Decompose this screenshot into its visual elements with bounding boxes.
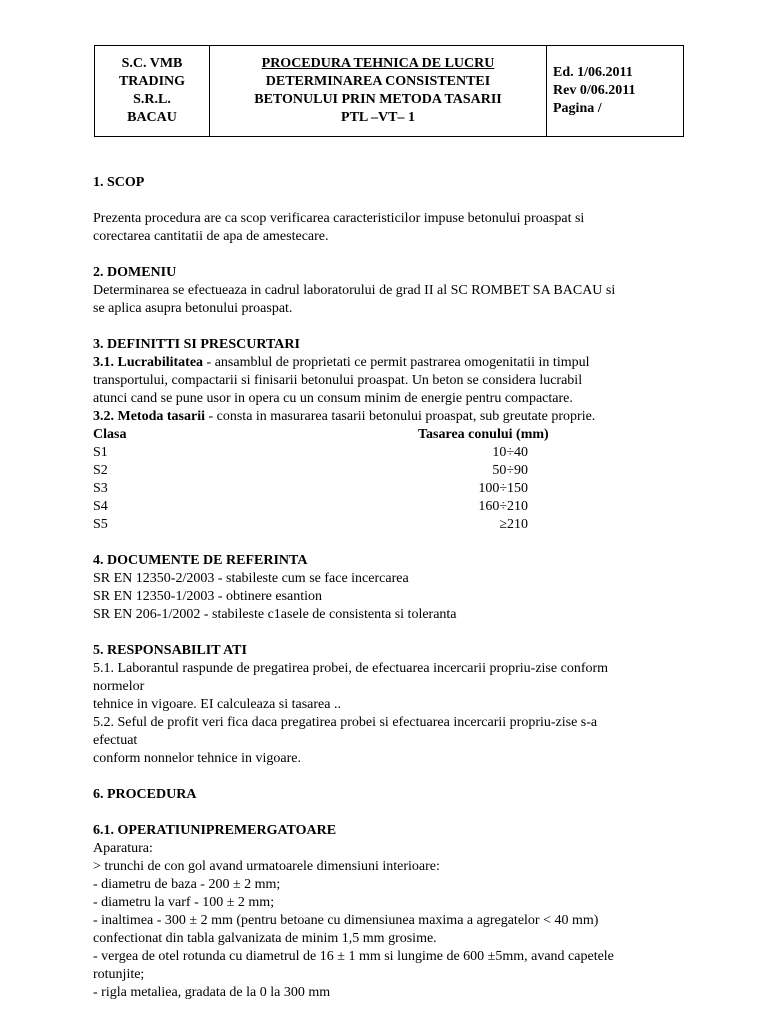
title-line: DETERMINAREA CONSISTENTEI	[265, 74, 491, 89]
class-cell: S2	[93, 463, 108, 478]
paragraph-line: tehnice in vigoare. EI calculeaza si tasarea ..	[93, 697, 341, 712]
table-header-row	[93, 426, 683, 444]
page-number: Pagina /	[553, 101, 602, 116]
edition: Ed. 1/06.2011	[553, 65, 633, 80]
definition-text: - ansamblul de proprietati ce permit pastrarea omogenitatii in timpul	[203, 355, 590, 370]
procedure-code: PTL –VT– 1	[341, 110, 415, 125]
paragraph-line: atunci cand se pune usor in opera cu un consum minim de energie pentru compactare.	[93, 391, 573, 406]
document-body	[93, 174, 683, 1002]
paragraph-line: > trunchi de con gol avand urmatoarele dimensiuni interioare:	[93, 859, 440, 874]
reference-line: SR EN 206-1/2002 - stabileste c1asele de consistenta si toleranta	[93, 607, 457, 622]
company-line: S.C. VMB	[121, 56, 183, 71]
paragraph-line: 5.2. Seful de profit veri fica daca pregatirea probei si efectuarea incercarii propriu-zise s-a	[93, 715, 598, 730]
section-heading: 5. RESPONSABILIT ATI	[93, 643, 247, 658]
paragraph-line: - diametru la varf - 100 ± 2 mm;	[93, 895, 275, 910]
paragraph-line: - rigla metaliea, gradata de la 0 la 300 mm	[93, 985, 331, 1000]
company-line: BACAU	[127, 110, 177, 125]
definition-line	[93, 354, 683, 372]
paragraph-line: - vergea de otel rotunda cu diametrul de 16 ± 1 mm si lungime de 600 ±5mm, avand capetele	[93, 949, 614, 964]
paragraph-line: Aparatura:	[93, 841, 153, 856]
title-cell	[210, 46, 547, 137]
class-cell: S4	[93, 499, 108, 514]
definition-text: - consta in masurarea tasarii betonului proaspat, sub greutate proprie.	[204, 409, 596, 424]
definition-term: 3.1. Lucrabilitatea	[93, 355, 204, 370]
paragraph-line: se aplica asupra betonului proaspat.	[93, 301, 293, 316]
slump-cell: 50÷90	[492, 463, 528, 478]
class-cell: S3	[93, 481, 108, 496]
definition-line	[93, 408, 683, 426]
paragraph-line: transportului, compactarii si finisarii betonului proaspat. Un beton se considera lucrabil	[93, 373, 583, 388]
company-line: TRADING	[118, 74, 186, 89]
section-heading: 6. PROCEDURA	[93, 787, 197, 802]
paragraph-line: conform nonnelor tehnice in vigoare.	[93, 751, 301, 766]
revision: Rev 0/06.2011	[553, 83, 636, 98]
slump-cell: 10÷40	[492, 445, 528, 460]
header-table	[94, 45, 684, 137]
paragraph-line: Determinarea se efectueaza in cadrul laboratorului de grad II al SC ROMBET SA BACAU si	[93, 283, 616, 298]
procedure-title: PROCEDURA TEHNICA DE LUCRU	[261, 56, 495, 71]
section-heading: 1. SCOP	[93, 175, 145, 190]
section-heading: 2. DOMENIU	[93, 265, 177, 280]
class-cell: S1	[93, 445, 108, 460]
table-row	[93, 462, 683, 480]
class-cell: S5	[93, 517, 108, 532]
subsection-heading: 6.1. OPERATIUNIPREMERGATOARE	[93, 823, 337, 838]
reference-line: SR EN 12350-1/2003 - obtinere esantion	[93, 589, 323, 604]
slump-cell: 100÷150	[478, 481, 528, 496]
paragraph-line: rotunjite;	[93, 967, 145, 982]
definition-term: 3.2. Metoda tasarii	[93, 409, 205, 424]
column-header-class: Clasa	[93, 427, 127, 442]
table-row	[93, 498, 683, 516]
table-row	[93, 444, 683, 462]
paragraph-line: Prezenta procedura are ca scop verificarea caracteristicilor impuse betonului proaspat si	[93, 211, 585, 226]
table-row	[93, 480, 683, 498]
paragraph-line: - inaltimea - 300 ± 2 mm (pentru betoane cu dimensiunea maxima a agregatelor < 40 mm)	[93, 913, 599, 928]
paragraph-line: 5.1. Laborantul raspunde de pregatirea probei, de efectuarea incercarii propriu-zise conform	[93, 661, 609, 676]
section-heading: 4. DOCUMENTE DE REFERINTA	[93, 553, 308, 568]
title-line: BETONULUI PRIN METODA TASARII	[254, 92, 502, 107]
paragraph-line: corectarea cantitatii de apa de amestecare.	[93, 229, 329, 244]
paragraph-line: - diametru de baza - 200 ± 2 mm;	[93, 877, 281, 892]
slump-cell: 160÷210	[478, 499, 528, 514]
table-row	[93, 516, 683, 534]
meta-cell	[547, 46, 684, 137]
company-cell	[95, 46, 210, 137]
reference-line: SR EN 12350-2/2003 - stabileste cum se face incercarea	[93, 571, 409, 586]
company-line: S.R.L.	[133, 92, 171, 107]
paragraph-line: confectionat din tabla galvanizata de minim 1,5 mm grosime.	[93, 931, 437, 946]
section-heading: 3. DEFINITTI SI PRESCURTARI	[93, 337, 300, 352]
slump-cell: ≥210	[499, 517, 528, 532]
column-header-slump: Tasarea conului (mm)	[418, 427, 549, 442]
paragraph-line: normelor	[93, 679, 145, 694]
paragraph-line: efectuat	[93, 733, 138, 748]
